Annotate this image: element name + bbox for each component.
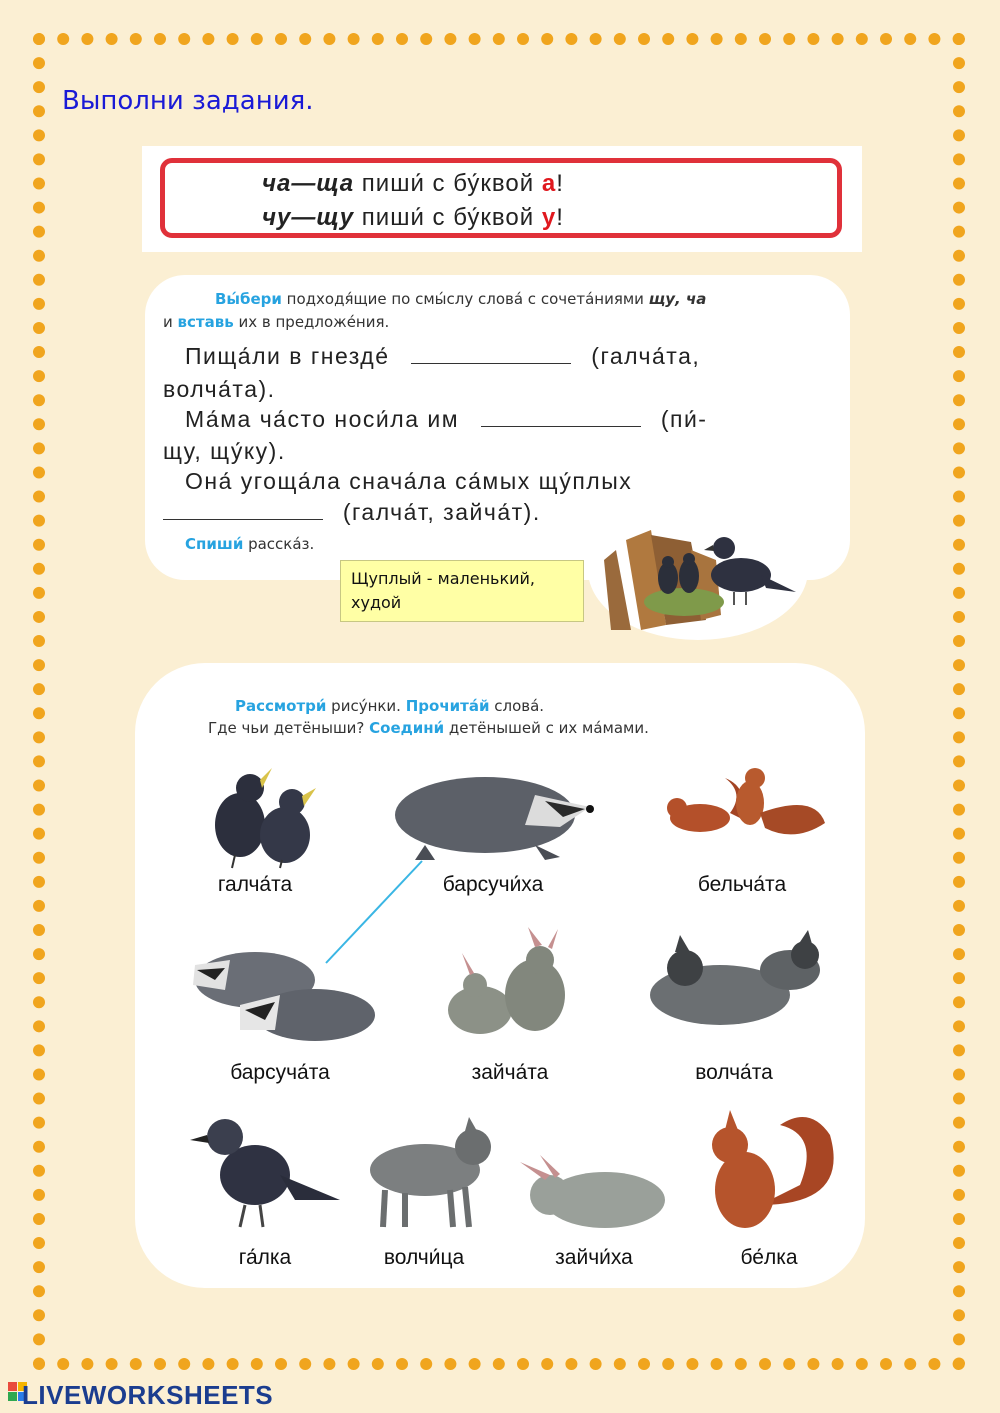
instr-pre: и [163, 313, 178, 331]
blank-3[interactable] [163, 519, 323, 520]
instr2-text-c: детёнышей с их ма́мами. [444, 719, 649, 737]
label-zaichikha: зайчи́ха [555, 1246, 633, 1269]
exercise-2-instruction-2 [208, 719, 649, 737]
sentence-1-cont: волча́та). [163, 376, 276, 402]
copy-text: расска́з. [243, 535, 315, 553]
blank-1[interactable] [411, 363, 571, 364]
copy-verb: Спиши́ [185, 535, 244, 553]
footer-brand[interactable]: LIVEWORKSHEETS [22, 1380, 274, 1410]
squirrel-picture[interactable] [690, 1105, 840, 1240]
rule-excl-1: ! [556, 170, 564, 197]
instr2-text-b: слова́. [489, 697, 545, 715]
rule-letter-1: а [541, 170, 557, 197]
exercise-1-instruction-1 [215, 290, 706, 308]
instr-verb-choose: Вы́бери [215, 290, 282, 308]
rule-text-2: пиши́ с бу́квой [354, 204, 542, 231]
label-volchata: волча́та [695, 1061, 773, 1084]
label-zaichata: зайча́та [471, 1061, 549, 1084]
blank-2[interactable] [481, 426, 641, 427]
label-galka: га́лка [238, 1246, 292, 1269]
instr2-text-a: рису́нки. [326, 697, 406, 715]
rule-letter-2: у [541, 204, 557, 231]
she-wolf-picture[interactable] [365, 1115, 505, 1235]
label-belchata: бельча́та [697, 873, 787, 896]
instr2-look: Рассмотри́ [235, 697, 327, 715]
nest-illustration [596, 520, 806, 632]
page-title: Выполни задания. [62, 86, 314, 116]
rule-text-1: пиши́ с бу́квой [354, 170, 542, 197]
label-barsuchata: барсуча́та [230, 1061, 330, 1084]
copy-instruction [185, 535, 314, 553]
young-hares-picture[interactable] [440, 925, 580, 1050]
she-hare-picture[interactable] [515, 1150, 675, 1235]
instr2-connect: Соедини́ [369, 719, 445, 737]
young-jackdaws-picture[interactable] [190, 760, 330, 870]
sentence-2-cont: щу, щу́ку). [163, 438, 286, 464]
young-wolves-picture[interactable] [640, 930, 835, 1045]
sentence-3-options: (галча́т, зайча́т). [342, 499, 541, 525]
rule-line-1 [262, 170, 564, 198]
badger-mother-picture[interactable] [385, 765, 605, 865]
sentence-3: Она́ угоща́ла снача́ла са́мых щу́плых [185, 468, 633, 494]
sentence-1 [185, 343, 700, 370]
exercise-2-instruction-1 [235, 697, 544, 715]
sentence-3-cont [163, 499, 541, 526]
instr2-question: Где чьи детёныши? [208, 719, 370, 737]
sentence-2-text: Ма́ма ча́сто носи́ла им [185, 406, 460, 432]
instr-combos: щу, ча [648, 290, 707, 308]
sentence-1-options: (галча́та, [591, 343, 701, 369]
rule-excl-2: ! [556, 204, 564, 231]
rule-combo-1: ча—ща [262, 170, 355, 197]
sentence-2 [185, 406, 707, 433]
label-barsuchikha: барсучи́ха [442, 873, 544, 896]
definition-note: Щуплый - маленький, худой [340, 560, 584, 622]
label-galchata: галча́та [217, 873, 293, 896]
rule-combo-2: чу—щу [262, 204, 355, 231]
sentence-2-options: (пи́- [660, 406, 708, 432]
instr-text-2: их в предложе́ния. [233, 313, 390, 331]
instr-verb-insert: вставь [177, 313, 234, 331]
instr2-read: Прочита́й [405, 697, 490, 715]
rule-line-2 [262, 204, 564, 232]
young-badgers-picture[interactable] [185, 940, 385, 1050]
exercise-1-instruction-2 [163, 313, 389, 331]
young-squirrels-picture[interactable] [655, 763, 830, 868]
sentence-1-text: Пища́ли в гнезде́ [185, 343, 390, 369]
label-belka: бе́лка [740, 1246, 798, 1269]
instr-text-1: подходя́щие по смы́слу слова́ с сочета́ниями [281, 290, 649, 308]
label-volchitsa: волчи́ца [383, 1246, 465, 1269]
jackdaw-picture[interactable] [185, 1105, 345, 1235]
